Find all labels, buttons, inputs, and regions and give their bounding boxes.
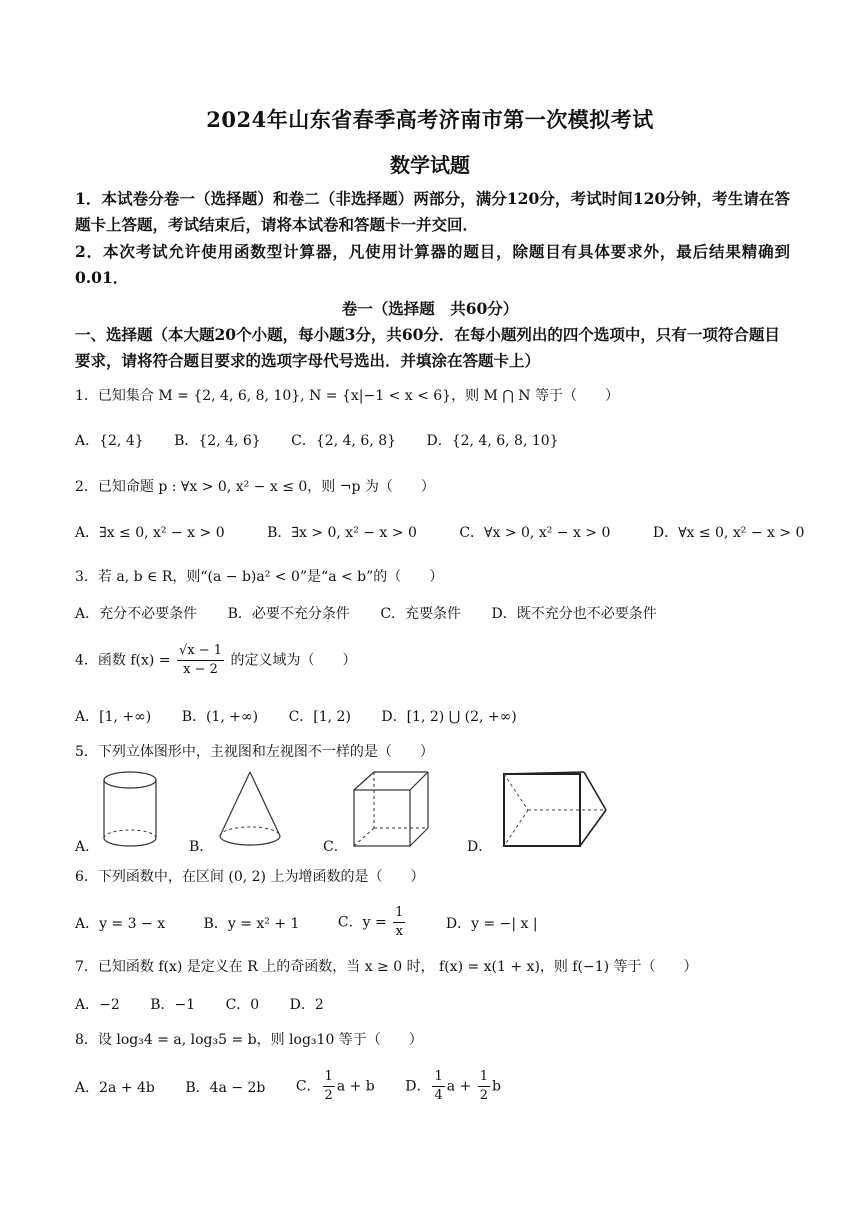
question-1-options [75, 430, 815, 450]
question-7-stem: 7．已知函数 f(x) 是定义在 R 上的奇函数，当 x ≥ 0 时， f(x) = x(1 + x)，则 f(−1) 等于（ ） [75, 959, 698, 975]
q1-option-a: A．{2, 4} [75, 433, 144, 449]
q1-option-d: D．{2, 4, 6, 8, 10} [426, 433, 559, 449]
q6-fraction-denominator: x [395, 924, 403, 939]
q6-fraction-numerator: 1 [393, 904, 405, 923]
q6-option-b: B．y = x² + 1 [203, 915, 300, 932]
q6-option-c-fraction [393, 904, 405, 941]
exam-subtitle: 数学试题 [390, 153, 470, 177]
q4-fraction-denominator: x − 2 [183, 662, 218, 677]
q4-option-c: C．[1, 2) [288, 709, 351, 725]
q8-option-d-fraction-1 [432, 1068, 444, 1105]
q4-option-b: B．(1, +∞) [181, 709, 259, 725]
q4-stem-prefix: 4．函数 f(x) = [75, 652, 175, 669]
q7-option-b: B．−1 [150, 997, 196, 1013]
q8-d-frac1-num: 1 [432, 1068, 444, 1087]
q7-option-a: A．−2 [75, 997, 120, 1013]
q8-option-c [296, 1068, 375, 1105]
q7-option-d: D．2 [289, 997, 324, 1013]
cube-icon [350, 768, 432, 850]
q8-option-d [405, 1068, 501, 1105]
question-4-options [75, 706, 815, 726]
q6-option-d: D．y = −| x | [445, 915, 538, 932]
q4-fraction [177, 642, 224, 679]
q8-c-frac-den: 2 [324, 1088, 333, 1103]
q5-option-a: A． [75, 839, 100, 855]
q1-option-c: C．{2, 4, 6, 8} [291, 433, 397, 449]
q5-option-b: B． [189, 839, 214, 855]
q6-option-c-label: C．y = [337, 914, 392, 931]
q4-fraction-numerator: √x − 1 [177, 642, 224, 661]
q4-stem-suffix: 的定义域为（ ） [226, 652, 357, 669]
question-1-stem: 1．已知集合 M = {2, 4, 6, 8, 10}, N = {x|−1 < x < 6}，则 M ⋂ N 等于（ ） [75, 388, 619, 404]
cone-icon [215, 768, 285, 850]
triangular-prism-icon [500, 768, 612, 852]
question-5-figures [75, 768, 795, 858]
q8-option-b: B．4a − 2b [185, 1079, 266, 1096]
exam-notes [75, 186, 790, 292]
q8-option-d-fraction-2 [478, 1068, 490, 1105]
q3-option-d: D．既不充分也不必要条件 [491, 606, 657, 622]
q8-option-c-tail: a + b [336, 1078, 375, 1095]
q6-option-a: A．y = 3 − x [75, 915, 166, 932]
cylinder-icon [100, 768, 160, 850]
note-2: 2．本次考试允许使用函数型计算器，凡使用计算器的题目，除题目有具体要求外，最后结果精确到0.01． [75, 242, 790, 287]
exam-title: 2024年山东省春季高考济南市第一次模拟考试 [206, 107, 654, 132]
question-8-stem: 8．设 log₃4 = a, log₃5 = b，则 log₃10 等于（ ） [75, 1032, 423, 1048]
q8-d-frac1-den: 4 [434, 1088, 443, 1103]
q2-option-c: C．∀x > 0, x² − x > 0 [459, 525, 611, 541]
q2-option-b: B．∃x > 0, x² − x > 0 [267, 525, 417, 541]
q2-option-d: D．∀x ≤ 0, x² − x > 0 [652, 525, 805, 541]
q4-option-a: A．[1, +∞) [75, 709, 152, 725]
q1-option-b: B．{2, 4, 6} [174, 433, 261, 449]
q8-option-d-mid: a + [446, 1078, 476, 1095]
q3-option-b: B．必要不充分条件 [227, 606, 350, 622]
q8-option-d-label: D． [405, 1078, 431, 1095]
question-7-options [75, 994, 815, 1014]
question-5-stem: 5．下列立体图形中，主视图和左视图不一样的是（ ） [75, 744, 434, 760]
q8-option-a: A．2a + 4b [75, 1079, 155, 1096]
q4-option-d: D．[1, 2) ⋃ (2, +∞) [381, 709, 517, 725]
section-title: 卷一（选择题 共60分） [341, 299, 519, 318]
q5-option-d: D． [467, 839, 493, 855]
question-2-stem: 2．已知命题 p : ∀x > 0, x² − x ≤ 0，则 ¬p 为（ ） [75, 479, 435, 495]
q8-d-frac2-num: 1 [478, 1068, 490, 1087]
question-2-options [75, 522, 815, 542]
q2-option-a: A．∃x ≤ 0, x² − x > 0 [75, 525, 225, 541]
q8-option-c-fraction [323, 1068, 335, 1105]
question-3-options [75, 603, 815, 623]
question-6-stem: 6．下列函数中，在区间 (0, 2) 上为增函数的是（ ） [75, 869, 425, 885]
question-4-stem [75, 642, 790, 679]
question-3-stem: 3．若 a, b ∈ R，则“(a − b)a² < 0”是“a < b”的（ ） [75, 569, 444, 585]
q7-option-c: C．0 [225, 997, 260, 1013]
note-1: 1．本试卷分卷一（选择题）和卷二（非选择题）两部分，满分120分，考试时间120分钟，考生请在答题卡上答题，考试结束后，请将本试卷和答题卡一并交回． [75, 189, 790, 234]
q3-option-a: A．充分不必要条件 [75, 606, 198, 622]
q8-d-frac2-den: 2 [479, 1088, 489, 1103]
q3-option-c: C．充要条件 [380, 606, 462, 622]
section-instruction: 一、选择题（本大题20个小题，每小题3分，共60分．在每小题列出的四个选项中，只有一项符合题目要求，请将符合题目要求的选项字母代号选出．并填涂在答题卡上） [75, 325, 780, 370]
q8-c-frac-num: 1 [323, 1068, 335, 1087]
q6-option-c [338, 904, 408, 941]
q8-option-c-label: C． [295, 1078, 321, 1095]
q8-option-d-tail: b [492, 1078, 501, 1095]
q5-option-c: C． [323, 839, 348, 855]
question-6-options [75, 904, 815, 941]
question-8-options [75, 1068, 815, 1105]
